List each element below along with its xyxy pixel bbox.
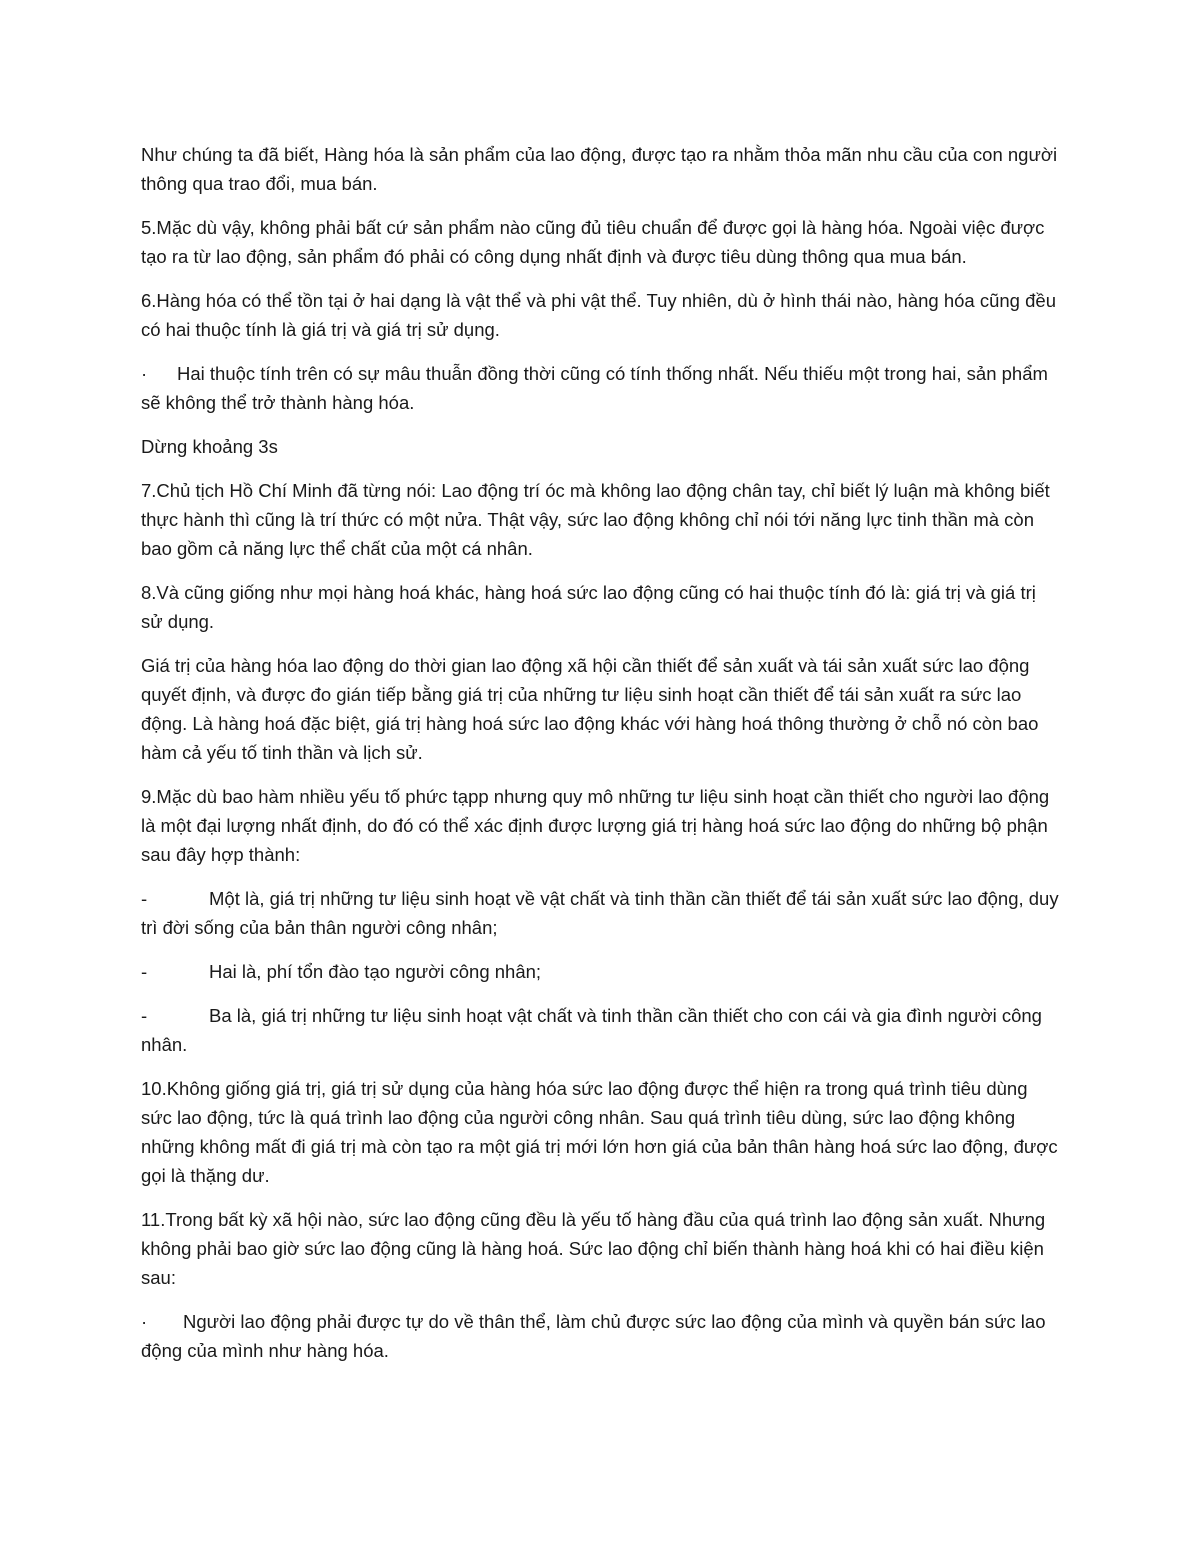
dash-mark: - — [141, 888, 148, 909]
dash-item-3 — [141, 1001, 1061, 1059]
dash-text: Một là, giá trị những tư liệu sinh hoạt về vật chất và tinh thần cần thiết để tái sản xuất sức lao động, duy trì đời sống của bản thân người công nhân; — [141, 888, 1059, 938]
dash-item-2 — [141, 957, 1061, 986]
paragraph-10: 10.Không giống giá trị, giá trị sử dụng của hàng hóa sức lao động được thể hiện ra trong quá trình tiêu dùng sức lao động, tức là quá trình lao động của người công nhân. Sau quá trình tiêu dùng, sức lao động không những không mất đi giá trị mà còn tạo ra một giá trị mới lớn hơn giá của bản thân hàng hoá sức lao động, được gọi là thặng dư. — [141, 1078, 1058, 1186]
document-page — [141, 140, 1061, 1380]
paragraph-9: 9.Mặc dù bao hàm nhiều yếu tố phức tạpp nhưng quy mô những tư liệu sinh hoạt cần thiết cho người lao động là một đại lượng nhất định, do đó có thể xác định được lượng giá trị hàng hoá sức lao động do những bộ phận sau đây hợp thành: — [141, 786, 1050, 865]
bullet-item-2 — [141, 1307, 1061, 1365]
dash-mark: - — [141, 961, 148, 982]
paragraph-7: 7.Chủ tịch Hồ Chí Minh đã từng nói: Lao động trí óc mà không lao động chân tay, chỉ biết lý luận mà không biết thực hành thì cũng là trí thức có một nửa. Thật vậy, sức lao động không chỉ nói tới năng lực tinh thần mà còn bao gồm cả năng lực thể chất của một cá nhân. — [141, 480, 1050, 559]
paragraph-intro: Như chúng ta đã biết, Hàng hóa là sản phẩm của lao động, được tạo ra nhằm thỏa mãn nhu cầu của con người thông qua trao đổi, mua bán. — [141, 144, 1058, 194]
pause-note: Dừng khoảng 3s — [141, 436, 278, 457]
bullet-mark: · — [141, 363, 148, 384]
dash-text: Hai là, phí tổn đào tạo người công nhân; — [209, 961, 542, 982]
paragraph-6: 6.Hàng hóa có thể tồn tại ở hai dạng là vật thể và phi vật thể. Tuy nhiên, dù ở hình thái nào, hàng hóa cũng đều có hai thuộc tính là giá trị và giá trị sử dụng. — [141, 290, 1056, 340]
paragraph-8b: Giá trị của hàng hóa lao động do thời gian lao động xã hội cần thiết để sản xuất và tái sản xuất sức lao động quyết định, và được đo gián tiếp bằng giá trị của những tư liệu sinh hoạt cần thiết để tái sản xuất ra sức lao động. Là hàng hoá đặc biệt, giá trị hàng hoá sức lao động khác với hàng hoá thông thường ở chỗ nó còn bao hàm cả yếu tố tinh thần và lịch sử. — [141, 655, 1039, 763]
bullet-text: Hai thuộc tính trên có sự mâu thuẫn đồng thời cũng có tính thống nhất. Nếu thiếu một trong hai, sản phẩm sẽ không thể trở thành hàng hóa. — [141, 363, 1048, 413]
bullet-mark: · — [141, 1311, 148, 1332]
bullet-text: Người lao động phải được tự do về thân thể, làm chủ được sức lao động của mình và quyền bán sức lao động của mình như hàng hóa. — [141, 1311, 1046, 1361]
paragraph-8: 8.Và cũng giống như mọi hàng hoá khác, hàng hoá sức lao động cũng có hai thuộc tính đó là: giá trị và giá trị sử dụng. — [141, 582, 1036, 632]
paragraph-5: 5.Mặc dù vậy, không phải bất cứ sản phẩm nào cũng đủ tiêu chuẩn để được gọi là hàng hóa. Ngoài việc được tạo ra từ lao động, sản phẩm đó phải có công dụng nhất định và được tiêu dùng thông qua mua bán. — [141, 217, 1045, 267]
dash-item-1 — [141, 884, 1061, 942]
dash-mark: - — [141, 1005, 148, 1026]
bullet-item-1 — [141, 359, 1061, 417]
dash-text: Ba là, giá trị những tư liệu sinh hoạt vật chất và tinh thần cần thiết cho con cái và gia đình người công nhân. — [141, 1005, 1042, 1055]
paragraph-11: 11.Trong bất kỳ xã hội nào, sức lao động cũng đều là yếu tố hàng đầu của quá trình lao động sản xuất. Nhưng không phải bao giờ sức lao động cũng là hàng hoá. Sức lao động chỉ biến thành hàng hoá khi có hai điều kiện sau: — [141, 1209, 1046, 1288]
